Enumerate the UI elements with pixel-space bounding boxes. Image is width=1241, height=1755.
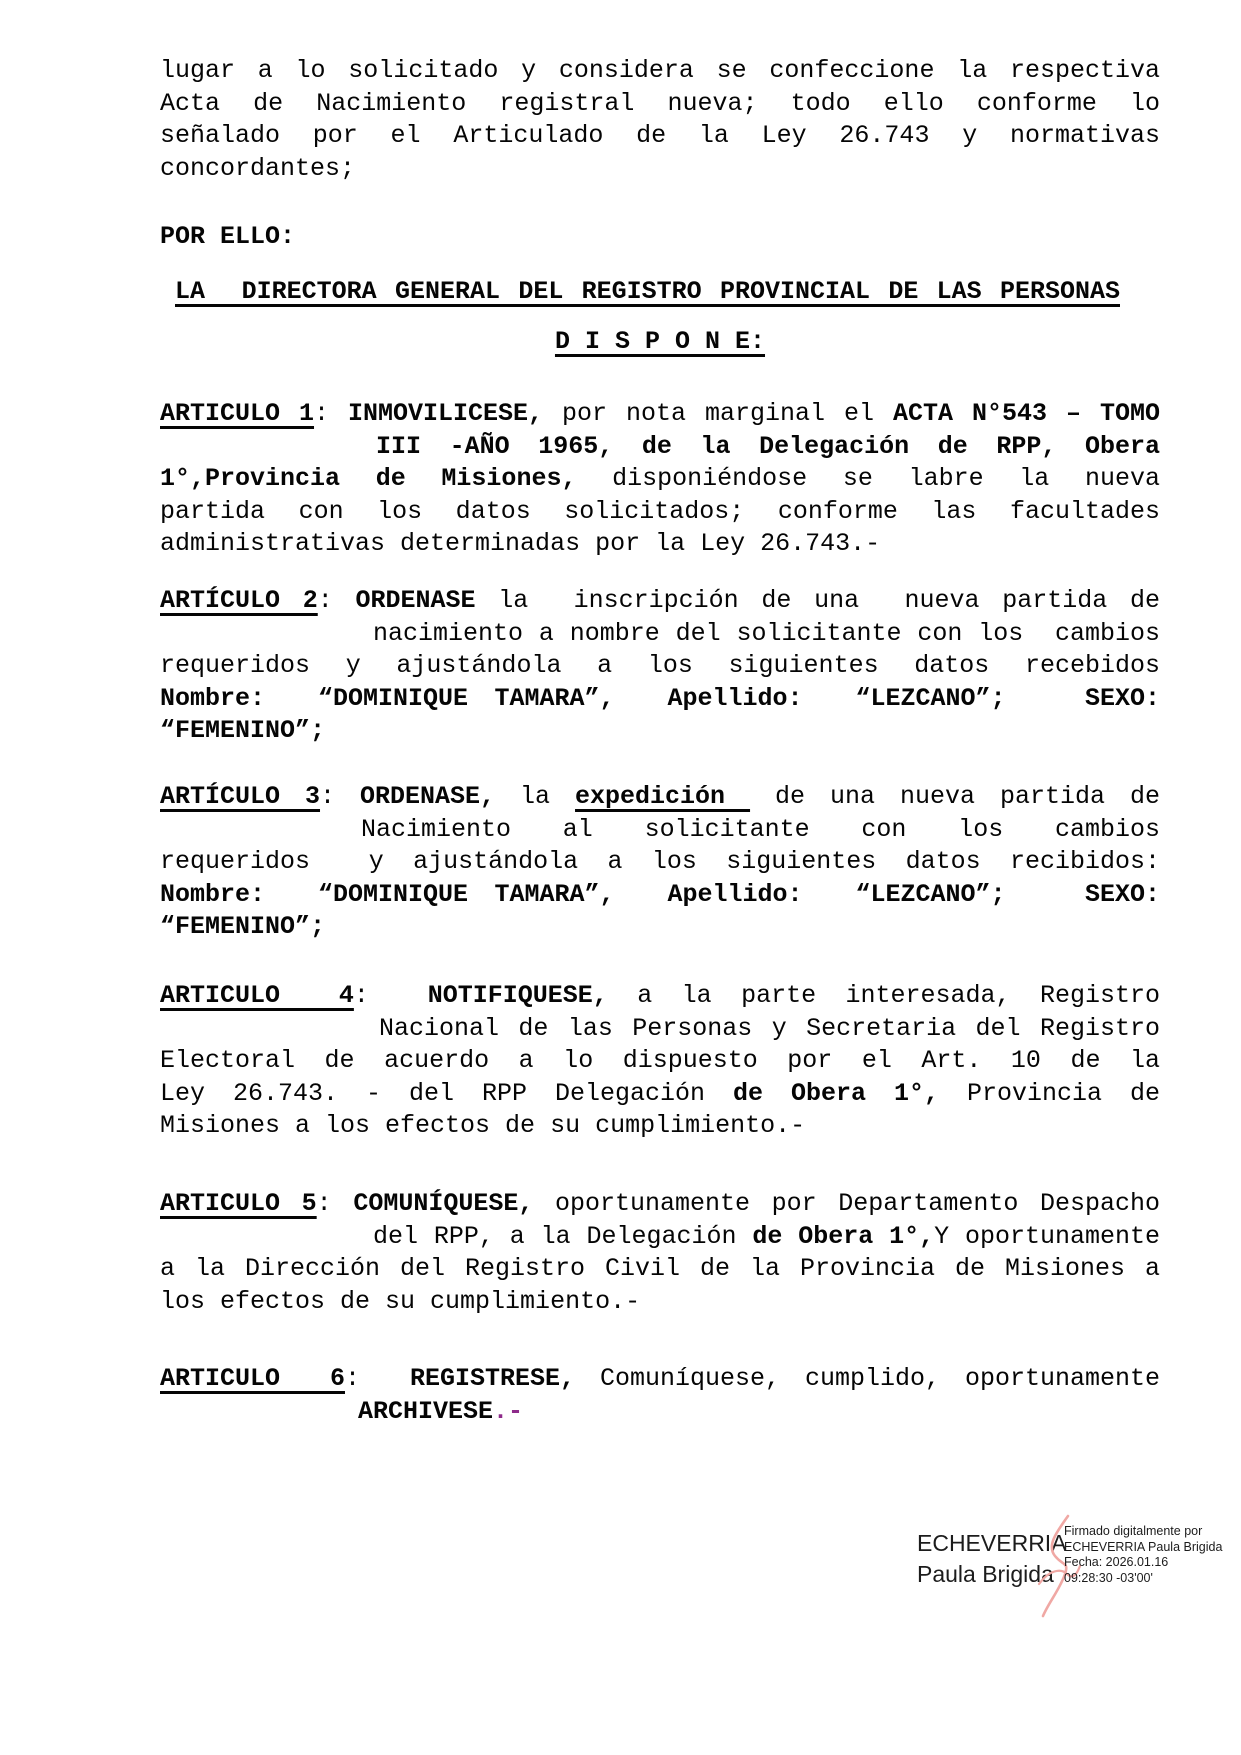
signer-name-line2: Paula Brigida xyxy=(917,1561,1054,1587)
text-line: requeridos y ajustándola a los siguientes datos recibidos: xyxy=(160,847,1160,876)
text-line: del RPP, a la Delegación de Obera 1°,Y oportunamente xyxy=(373,1221,1161,1251)
signature-detail-line: 09:28:30 -03'00' xyxy=(1064,1570,1153,1585)
text-line: D I S P O N E: xyxy=(554,327,766,356)
text-line: “FEMENINO”; xyxy=(160,912,326,941)
text-line: III -AÑO 1965, de la Delegación de RPP, Obera xyxy=(376,431,1160,461)
text-line: Nombre: “DOMINIQUE TAMARA”, Apellido: “LEZCANO”; SEXO: xyxy=(160,879,1160,909)
text-line: concordantes; xyxy=(160,153,356,183)
text-line: POR ELLO: xyxy=(160,222,296,251)
articulo-2 xyxy=(160,585,1160,748)
text-line: LA DIRECTORA GENERAL DEL REGISTRO PROVINCIAL DE LAS PERSONAS xyxy=(175,277,1120,306)
text-line: administrativas determinadas por la Ley 26.743.- xyxy=(160,529,881,558)
signature-detail-line: Fecha: 2026.01.16 xyxy=(1064,1555,1169,1569)
text-line: requeridos y ajustándola a los siguientes datos recebidos xyxy=(160,651,1160,680)
text-line: ARTICULO 6: REGISTRESE, Comuníquese, cumplido, oportunamente xyxy=(160,1364,1161,1393)
text-line: Acta de Nacimiento registral nueva; todo ello conforme lo xyxy=(160,88,1160,118)
authority-heading xyxy=(175,276,1120,309)
text-line: señalado por el Articulado de la Ley 26.743 y normativas xyxy=(160,121,1160,150)
text-line: ARTÍCULO 3: ORDENASE, la expedición de una nueva partida de xyxy=(160,782,1161,811)
text-line: ARCHIVESE.- xyxy=(358,1396,524,1426)
text-line: ARTÍCULO 2: ORDENASE la inscripción de una nueva partida de xyxy=(160,586,1160,615)
text-line: ARTICULO 1: INMOVILICESE, por nota marginal el ACTA N°543 – TOMO xyxy=(160,399,1160,428)
signature-detail-line: Firmado digitalmente por xyxy=(1064,1524,1203,1538)
digital-signature-block xyxy=(917,1520,1227,1635)
articulo-4 xyxy=(160,980,1160,1143)
signature-detail-line: ECHEVERRIA Paula Brigida xyxy=(1064,1539,1223,1554)
text-line: a la Dirección del Registro Civil de la Provincia de Misiones a xyxy=(160,1254,1160,1283)
articulo-3 xyxy=(160,781,1160,944)
text-line: Misiones a los efectos de su cumplimiento.- xyxy=(160,1111,806,1140)
text-line: nacimiento a nombre del solicitante con los cambios xyxy=(373,618,1160,648)
text-line: Nacimiento al solicitante con los cambios xyxy=(361,814,1160,844)
articulo-5 xyxy=(160,1188,1160,1318)
text-line: Nombre: “DOMINIQUE TAMARA”, Apellido: “LEZCANO”; SEXO: xyxy=(160,683,1160,713)
por-ello-line xyxy=(160,221,1160,254)
dispone-heading xyxy=(160,326,1160,359)
text-line: Nacional de las Personas y Secretaria del Registro xyxy=(379,1013,1160,1043)
text-line: partida con los datos solicitados; conforme las facultades xyxy=(160,496,1160,526)
text-line: ARTICULO 4: NOTIFIQUESE, a la parte interesada, Registro xyxy=(160,981,1161,1010)
text-line: los efectos de su cumplimiento.- xyxy=(160,1286,641,1316)
signature-details xyxy=(1064,1524,1224,1586)
intro-paragraph xyxy=(160,55,1160,185)
text-line: 1°,Provincia de Misiones, disponiéndose se labre la nueva xyxy=(160,464,1161,493)
text-line: ARTICULO 5: COMUNÍQUESE, oportunamente por Departamento Despacho xyxy=(160,1189,1160,1218)
signer-name-line1: ECHEVERRIA xyxy=(917,1530,1067,1556)
articulo-1 xyxy=(160,398,1160,561)
text-line: Electoral de acuerdo a lo dispuesto por el Art. 10 de la xyxy=(160,1046,1160,1075)
text-line: lugar a lo solicitado y considera se confeccione la respectiva xyxy=(160,56,1160,85)
articulo-6 xyxy=(160,1363,1160,1428)
text-line: Ley 26.743. - del RPP Delegación de Obera 1°, Provincia de xyxy=(160,1078,1160,1108)
text-line: “FEMENINO”; xyxy=(160,716,326,745)
